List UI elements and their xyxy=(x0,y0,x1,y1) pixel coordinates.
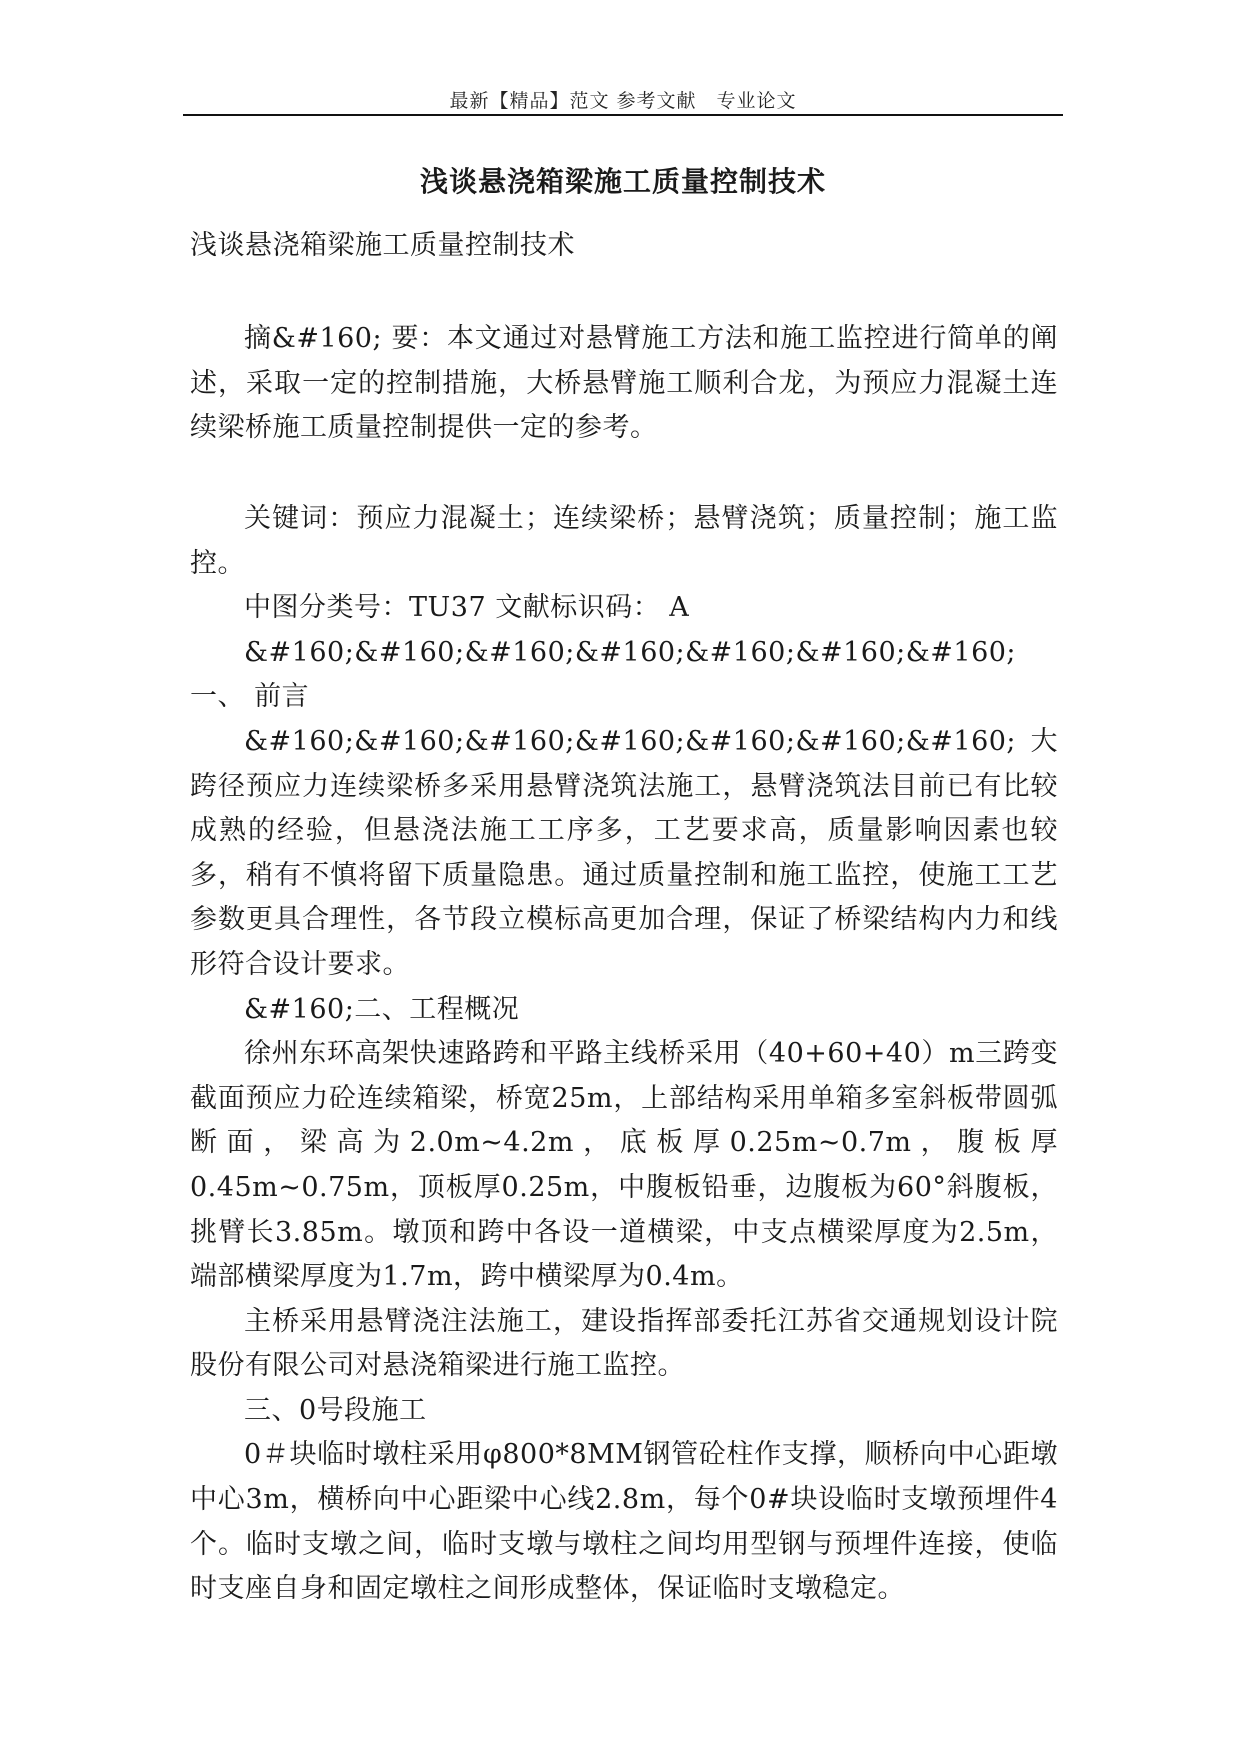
classification-line: 中图分类号：TU37 文献标识码： A xyxy=(244,592,690,624)
abstract-paragraph: 摘&#160; 要：本文通过对悬臂施工方法和施工监控进行简单的阐述，采取一定的控制措施，大桥悬臂施工顺利合龙，为预应力混凝土连续梁桥施工质量控制提供一定的参考。 xyxy=(190,323,1058,444)
header-divider xyxy=(183,114,1063,116)
overview-paragraph-1: 徐州东环高架快速路跨和平路主线桥采用（40+60+40）m三跨变截面预应力砼连续箱梁，桥宽25m，上部结构采用单箱多室斜板带圆弧断面，梁高为2.0m~4.2m，底板厚0.25m~0.7m，腹板厚0.45m~0.75m，顶板厚0.25m，中腹板铅垂，边腹板为60°斜腹板，挑臂长3.85m。墩顶和跨中各设一道横梁，中支点横梁厚度为2.5m，端部横梁厚度为1.7m，跨中横梁厚为0.4m。 xyxy=(190,1038,1058,1293)
intro-paragraph: &#160;&#160;&#160;&#160;&#160;&#160;&#160;大跨径预应力连续梁桥多采用悬臂浇筑法施工，悬臂浇筑法目前已有比较成熟的经验，但悬浇法施工工序多，工艺要求高，质量影响因素也较多，稍有不慎将留下质量隐患。通过质量控制和施工监控，使施工工艺参数更具合理性，各节段立模标高更加合理，保证了桥梁结构内力和线形符合设计要求。 xyxy=(190,725,1058,980)
section-heading-intro: &#160;&#160;&#160;&#160;&#160;&#160;&#160;一、 前言 xyxy=(190,636,1017,713)
page-header: 最新【精品】范文 参考文献 专业论文 xyxy=(449,90,797,112)
segment-0-paragraph: 0＃块临时墩柱采用φ800*8MM钢管砼柱作支撑，顺桥向中心距墩中心3m，横桥向中心距梁中心线2.8m，每个0#块设临时支墩预埋件4个。临时支墩之间，临时支墩与墩柱之间均用型钢与预埋件连接，使临时支座自身和固定墩柱之间形成整体，保证临时支墩稳定。 xyxy=(190,1439,1058,1605)
document-subtitle xyxy=(190,224,1058,269)
abstract-block xyxy=(190,317,1058,451)
keywords-paragraph: 关键词：预应力混凝土；连续梁桥；悬臂浇筑；质量控制；施工监控。 xyxy=(190,503,1058,579)
overview-paragraph-2: 主桥采用悬臂浇注法施工，建设指挥部委托江苏省交通规划设计院股份有限公司对悬浇箱梁进行施工监控。 xyxy=(190,1305,1058,1382)
section-heading-segment-0: 三、0号段施工 xyxy=(244,1394,427,1426)
main-body xyxy=(190,497,1058,1612)
section-heading-overview: &#160;二、工程概况 xyxy=(244,993,520,1025)
document-title: 浅谈悬浇箱梁施工质量控制技术 xyxy=(419,165,826,198)
subtitle-text: 浅谈悬浇箱梁施工质量控制技术 xyxy=(190,230,575,261)
